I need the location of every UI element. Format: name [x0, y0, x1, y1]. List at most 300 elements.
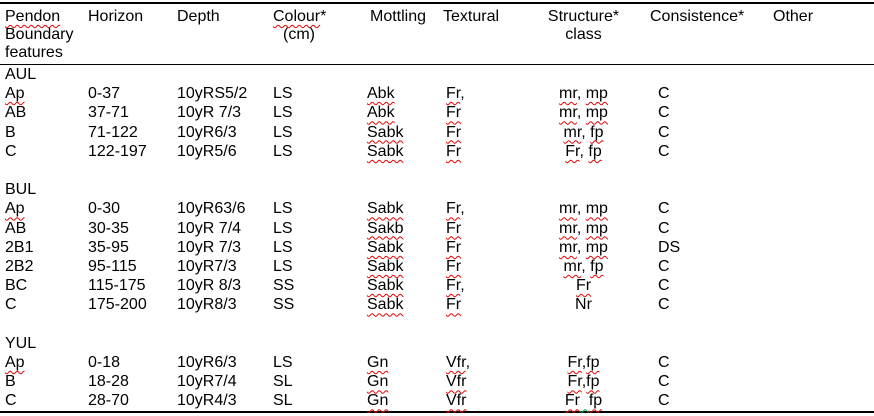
text-run: 0-18: [88, 354, 121, 372]
cell-structure-class: [517, 142, 650, 161]
text-run: Abk: [367, 85, 395, 103]
cell-consistence: [650, 219, 768, 238]
cell-boundary-features: [0, 219, 88, 238]
cell-textural: [443, 84, 517, 103]
cell-consistence: [650, 353, 768, 372]
text-run: Nr: [575, 296, 592, 314]
cell-structure-class: [517, 84, 650, 103]
cell-structure-class: [517, 372, 650, 391]
text-run: Vfr: [446, 392, 467, 410]
text-run: ,: [581, 123, 591, 141]
table-row: [0, 391, 874, 411]
text-run: LS: [273, 200, 293, 218]
text-run: 122-197: [88, 142, 147, 160]
text-run: Horizon: [88, 8, 144, 25]
cell-boundary-features: [0, 123, 88, 142]
cell-horizon: [88, 199, 177, 218]
table-row: [0, 199, 874, 218]
cell-depth: [177, 391, 273, 411]
cell-consistence: [650, 257, 768, 276]
section-label: BUL: [5, 181, 37, 199]
table-row: [0, 103, 874, 122]
cell-other: [768, 238, 874, 257]
spacer-row: [0, 315, 874, 334]
soil-profile-table: [0, 2, 874, 413]
cell-structure-class: [517, 219, 650, 238]
text-run: SL: [273, 392, 293, 410]
text-run: Fr: [567, 354, 582, 372]
cell-consistence: [650, 199, 768, 218]
text-run: ,: [576, 200, 586, 218]
header-line: [650, 8, 768, 26]
text-run: Boundary: [5, 26, 74, 43]
text-run: 10yRS5/2: [177, 85, 248, 103]
cell-other: [768, 276, 874, 295]
cell-textural: [443, 295, 517, 314]
text-run: B: [5, 373, 16, 391]
text-run: Sabk: [367, 296, 404, 314]
text-run: C: [658, 104, 670, 122]
text-run: Sakb: [367, 219, 404, 237]
text-run: Fr: [446, 219, 462, 237]
cell-depth: [177, 103, 273, 122]
text-run: 10yR63/6: [177, 200, 246, 218]
text-run: Sabk: [367, 238, 404, 256]
text-run: C: [5, 392, 17, 410]
text-run: class: [565, 26, 602, 43]
text-run: Ap: [5, 200, 25, 218]
header-line: [773, 8, 874, 26]
cell-colour: [273, 238, 367, 257]
header-line: [370, 8, 443, 26]
text-run: 0-37: [88, 85, 121, 103]
column-header-other: [768, 3, 874, 65]
cell-structure-class: [517, 103, 650, 122]
cell-horizon: [88, 123, 177, 142]
text-run: mp: [585, 238, 608, 256]
cell-boundary-features: [0, 372, 88, 391]
cell-textural: [443, 199, 517, 218]
text-run: C: [658, 392, 670, 410]
cell-textural: [443, 103, 517, 122]
text-run: fp: [588, 392, 603, 410]
text-run: ,: [460, 277, 465, 295]
text-run: 35-95: [88, 238, 129, 256]
cell-depth: [177, 199, 273, 218]
text-run: 0-30: [88, 200, 121, 218]
cell-depth: [177, 257, 273, 276]
table-row: [0, 123, 874, 142]
text-run: C: [658, 200, 670, 218]
header-line: [177, 8, 273, 26]
text-run: mr: [559, 238, 577, 256]
cell-mottling: [367, 257, 443, 276]
table-row: [0, 84, 874, 103]
text-run: SL: [273, 373, 293, 391]
cell-depth: [177, 276, 273, 295]
text-run: LS: [273, 85, 293, 103]
text-run: Gn: [367, 373, 389, 391]
text-run: LS: [273, 123, 293, 141]
text-run: Pendon: [5, 8, 61, 25]
text-run: Fr: [564, 392, 580, 410]
text-run: Fr: [565, 142, 580, 160]
text-run: fp: [590, 258, 604, 276]
cell-other: [768, 353, 874, 372]
text-run: Sabk: [367, 258, 404, 276]
text-run: ,: [579, 142, 589, 160]
cell-colour: [273, 219, 367, 238]
cell-textural: [443, 257, 517, 276]
header-line: [88, 8, 177, 26]
column-header-depth: [177, 3, 273, 65]
cell-structure-class: [517, 295, 650, 314]
text-run: mr: [559, 219, 577, 237]
cell-structure-class: [517, 391, 650, 411]
text-run: 10yR 7/3: [177, 238, 242, 256]
cell-other: [768, 257, 874, 276]
cell-mottling: [367, 219, 443, 238]
cell-depth: [177, 123, 273, 142]
column-header-structure-class: [517, 3, 650, 65]
cell-mottling: [367, 238, 443, 257]
table-row: [0, 276, 874, 295]
cell-textural: [443, 142, 517, 161]
cell-depth: [177, 295, 273, 314]
text-run: Fr: [446, 142, 462, 160]
text-run: ,: [576, 238, 586, 256]
text-run: Fr: [567, 373, 582, 391]
text-run: 10yR4/3: [177, 392, 237, 410]
cell-horizon: [88, 257, 177, 276]
table-header: [0, 3, 874, 65]
text-run: mp: [585, 104, 608, 122]
cell-boundary-features: [0, 353, 88, 372]
text-run: LS: [273, 104, 293, 122]
cell-structure-class: [517, 123, 650, 142]
text-run: 30-35: [88, 219, 129, 237]
cell-textural: [443, 391, 517, 411]
cell-structure-class: [517, 353, 650, 372]
cell-colour: [273, 142, 367, 161]
section-row: [0, 65, 874, 85]
table-body: [0, 65, 874, 412]
text-run: ,: [581, 373, 587, 391]
cell-other: [768, 142, 874, 161]
table-row: [0, 257, 874, 276]
text-run: Depth: [177, 8, 220, 25]
text-run: AB: [5, 219, 27, 237]
cell-colour: [273, 276, 367, 295]
cell-mottling: [367, 123, 443, 142]
text-run: 18-28: [88, 373, 129, 391]
text-run: (cm): [283, 26, 315, 43]
cell-consistence: [650, 142, 768, 161]
cell-mottling: [367, 142, 443, 161]
cell-horizon: [88, 219, 177, 238]
table-row: [0, 353, 874, 372]
spacer-cell: [0, 161, 874, 180]
cell-colour: [273, 257, 367, 276]
text-run: ,: [460, 200, 465, 218]
text-run: Fr: [446, 296, 462, 314]
text-run: ,: [576, 104, 586, 122]
text-run: mr: [559, 200, 577, 218]
text-run: C: [658, 296, 670, 314]
text-run: 175-200: [88, 296, 147, 314]
cell-depth: [177, 84, 273, 103]
text-run: 10yR5/6: [177, 142, 237, 160]
cell-boundary-features: [0, 84, 88, 103]
cell-horizon: [88, 276, 177, 295]
header-line: [5, 8, 88, 26]
text-run: 115-175: [88, 277, 146, 295]
cell-horizon: [88, 391, 177, 411]
cell-consistence: [650, 123, 768, 142]
header-line: [273, 26, 367, 44]
cell-mottling: [367, 353, 443, 372]
text-run: 10yR 7/4: [177, 219, 242, 237]
header-line: [443, 8, 517, 26]
text-run: fp: [590, 123, 604, 141]
cell-other: [768, 103, 874, 122]
text-run: C: [5, 296, 17, 314]
cell-horizon: [88, 142, 177, 161]
table-row: [0, 219, 874, 238]
text-run: mr: [559, 104, 577, 122]
cell-mottling: [367, 84, 443, 103]
text-run: mp: [585, 85, 608, 103]
header-line: [5, 44, 88, 62]
cell-textural: [443, 353, 517, 372]
text-run: 10yR 7/3: [177, 104, 242, 122]
text-run: 10yR 8/3: [177, 277, 242, 295]
text-run: ,: [576, 85, 586, 103]
cell-boundary-features: [0, 276, 88, 295]
cell-mottling: [367, 103, 443, 122]
text-run: Sabk: [367, 200, 404, 218]
text-run: 10yR6/3: [177, 354, 237, 372]
cell-boundary-features: [0, 391, 88, 411]
text-run: Consistence*: [650, 8, 745, 25]
cell-structure-class: [517, 257, 650, 276]
section-label: AUL: [5, 66, 37, 83]
cell-structure-class: [517, 238, 650, 257]
cell-textural: [443, 372, 517, 391]
text-run: Other: [773, 8, 814, 25]
column-header-boundary-features: [0, 3, 88, 65]
column-header-colour: [273, 3, 367, 65]
text-run: Gn: [367, 392, 389, 410]
cell-horizon: [88, 295, 177, 314]
cell-textural: [443, 123, 517, 142]
text-run: LS: [273, 354, 293, 372]
text-run: Sabk: [367, 142, 404, 160]
cell-boundary-features: [0, 295, 88, 314]
text-run: mp: [585, 200, 608, 218]
text-run: 37-71: [88, 104, 129, 122]
table-row: [0, 295, 874, 314]
cell-consistence: [650, 238, 768, 257]
cell-depth: [177, 142, 273, 161]
text-run: Fr: [446, 258, 462, 276]
text-run: Abk: [367, 104, 395, 122]
table-row: [0, 372, 874, 391]
cell-horizon: [88, 238, 177, 257]
text-run: [580, 392, 589, 409]
text-run: 10yR7/4: [177, 373, 237, 391]
cell-colour: [273, 391, 367, 411]
text-run: mr: [559, 85, 577, 103]
text-run: DS: [658, 238, 681, 256]
text-run: features: [5, 44, 63, 61]
text-run: ,: [460, 85, 465, 103]
text-run: C: [658, 219, 670, 237]
text-run: Fr: [446, 104, 462, 122]
text-run: Vfr: [446, 354, 466, 372]
text-run: LS: [273, 258, 293, 276]
cell-depth: [177, 372, 273, 391]
text-run: Mottling: [370, 8, 427, 25]
text-run: Fr: [446, 277, 461, 295]
text-run: Fr: [446, 238, 462, 256]
cell-consistence: [650, 391, 768, 411]
cell-boundary-features: [0, 238, 88, 257]
cell-horizon: [88, 103, 177, 122]
text-run: mp: [585, 219, 608, 237]
text-run: SS: [273, 277, 295, 295]
cell-consistence: [650, 103, 768, 122]
text-run: 10yR7/3: [177, 258, 237, 276]
text-run: B: [5, 123, 16, 141]
text-run: ,: [465, 354, 471, 372]
spacer-row: [0, 161, 874, 180]
text-run: C: [5, 142, 17, 160]
cell-boundary-features: [0, 103, 88, 122]
cell-other: [768, 391, 874, 411]
text-run: fp: [588, 142, 602, 160]
cell-other: [768, 199, 874, 218]
table-row: [0, 238, 874, 257]
cell-other: [768, 123, 874, 142]
cell-consistence: [650, 372, 768, 391]
text-run: 95-115: [88, 258, 137, 276]
cell-colour: [273, 372, 367, 391]
cell-mottling: [367, 391, 443, 411]
text-run: ,: [581, 258, 591, 276]
cell-colour: [273, 353, 367, 372]
cell-colour: [273, 123, 367, 142]
cell-depth: [177, 219, 273, 238]
text-run: BC: [5, 277, 28, 295]
text-run: C: [658, 354, 670, 372]
column-header-consistence: [650, 3, 768, 65]
text-run: 2B1: [5, 238, 34, 256]
text-run: 28-70: [88, 392, 129, 410]
text-run: LS: [273, 238, 293, 256]
spacer-cell: [0, 315, 874, 334]
text-run: C: [658, 258, 670, 276]
section-row: [0, 180, 874, 199]
text-run: C: [658, 85, 670, 103]
text-run: 71-122: [88, 123, 138, 141]
text-run: C: [658, 142, 670, 160]
text-run: C: [658, 373, 670, 391]
cell-horizon: [88, 84, 177, 103]
cell-depth: [177, 238, 273, 257]
cell-boundary-features: [0, 257, 88, 276]
text-run: mr: [563, 123, 582, 141]
cell-colour: [273, 199, 367, 218]
text-run: 2B2: [5, 258, 34, 276]
cell-other: [768, 372, 874, 391]
cell-mottling: [367, 372, 443, 391]
text-run: Sabk: [367, 123, 404, 141]
cell-mottling: [367, 276, 443, 295]
header-line: [517, 26, 650, 44]
header-line: [517, 8, 650, 26]
cell-colour: [273, 84, 367, 103]
text-run: 10yR8/3: [177, 296, 237, 314]
text-run: Fr: [446, 200, 461, 218]
text-run: Fr: [575, 277, 592, 295]
cell-other: [768, 295, 874, 314]
text-run: fp: [586, 354, 600, 372]
cell-consistence: [650, 295, 768, 314]
text-run: Gn: [367, 354, 389, 372]
text-run: ,: [576, 219, 586, 237]
cell-structure-class: [517, 199, 650, 218]
cell-structure-class: [517, 276, 650, 295]
cell-mottling: [367, 295, 443, 314]
cell-colour: [273, 295, 367, 314]
text-run: *: [320, 8, 327, 25]
text-run: AB: [5, 104, 27, 122]
text-run: fp: [586, 373, 600, 391]
cell-other: [768, 219, 874, 238]
cell-horizon: [88, 353, 177, 372]
text-run: Colour: [273, 8, 321, 25]
column-header-horizon: [88, 3, 177, 65]
cell-colour: [273, 103, 367, 122]
cell-boundary-features: [0, 142, 88, 161]
section-row: [0, 334, 874, 353]
text-run: LS: [273, 219, 293, 237]
text-run: mr: [563, 258, 582, 276]
cell-mottling: [367, 199, 443, 218]
header-line: [273, 8, 367, 26]
column-header-textural: [443, 3, 517, 65]
cell-textural: [443, 219, 517, 238]
text-run: LS: [273, 142, 293, 160]
column-header-mottling: [367, 3, 443, 65]
cell-textural: [443, 276, 517, 295]
text-run: Ap: [5, 85, 25, 103]
text-run: Ap: [5, 354, 25, 372]
text-run: C: [658, 277, 670, 295]
text-run: C: [658, 123, 670, 141]
header-row: [0, 3, 874, 65]
cell-consistence: [650, 276, 768, 295]
text-run: 10yR6/3: [177, 123, 237, 141]
cell-horizon: [88, 372, 177, 391]
text-run: Fr: [446, 85, 461, 103]
cell-depth: [177, 353, 273, 372]
cell-textural: [443, 238, 517, 257]
header-line: [5, 26, 88, 44]
text-run: Vfr: [446, 373, 467, 391]
table-row: [0, 142, 874, 161]
